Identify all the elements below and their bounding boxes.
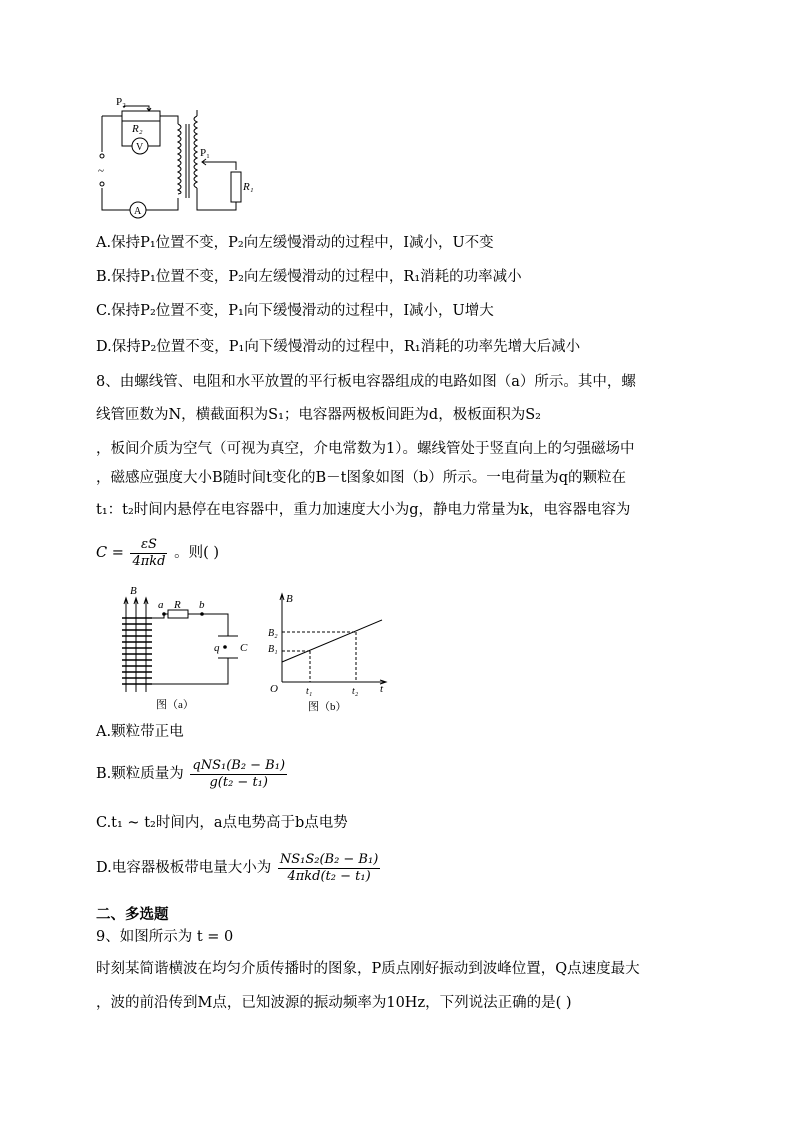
capacitance-lhs: C = <box>96 545 124 561</box>
r1-label: R₁ <box>243 181 254 193</box>
fig-a-q-label: q <box>214 642 220 654</box>
capacitance-numerator: εS <box>130 537 167 554</box>
q8-option-d-numerator: NS₁S₂(B₂ − B₁) <box>279 851 379 867</box>
p2-label: P₂ <box>116 96 126 108</box>
q7-option-b: B.保持P₁位置不变，P₂向左缓慢滑动的过程中，R₁消耗的功率减小 <box>96 269 522 285</box>
q8-option-b-numerator: qNS₁(B₂ − B₁) <box>192 757 286 773</box>
r2-label: R₂ <box>132 123 143 135</box>
q8-stem-line-3: ，板间介质为空气（可视为真空，介电常数为1）。螺线管处于竖直向上的匀强磁场中 <box>96 441 635 457</box>
q7-option-a: A.保持P₁位置不变，P₂向左缓慢滑动的过程中，I减小，U不变 <box>96 235 494 251</box>
q7-option-c: C.保持P₂位置不变，P₁向下缓慢滑动的过程中，I减小，U增大 <box>96 303 494 319</box>
fig-a-caption: 图（a） <box>156 699 194 711</box>
fig-a-r-label: R <box>174 599 181 611</box>
fig-b-b2-label: B₂ <box>268 628 278 639</box>
q9-stem-line-1: 9、如图所示为 t = 0 <box>96 929 234 945</box>
fig-b-b1-label: B₁ <box>268 644 278 655</box>
figure-a-solenoid-circuit <box>116 584 246 712</box>
ac-source-label: ~ <box>98 165 104 177</box>
q8-stem-line-4: ，磁感应强度大小B随时间t变化的B－t图象如图（b）所示。一电荷量为q的颗粒在 <box>96 470 627 486</box>
capacitance-tail: 。则( ) <box>174 545 220 561</box>
fig-b-caption: 图（b） <box>308 701 347 713</box>
q8-option-a: A.颗粒带正电 <box>96 724 184 740</box>
fig-b-t2-label: t₂ <box>352 686 359 697</box>
q8-option-b-denominator: g(t₂ − t₁) <box>209 774 268 790</box>
fig-b-origin-label: O <box>270 683 278 695</box>
figure-b-b-t-graph <box>266 590 394 714</box>
capacitance-fraction <box>130 537 167 570</box>
q9-stem-line-2: 时刻某简谐横波在均匀介质传播时的图象，P质点刚好振动到波峰位置，Q点速度最大 <box>96 961 640 977</box>
fig-a-a-label: a <box>158 599 164 611</box>
q8-option-d-fraction <box>278 852 380 885</box>
q8-option-c: C.t₁ ~ t₂时间内，a点电势高于b点电势 <box>96 815 348 831</box>
fig-a-b-label: B <box>130 585 137 597</box>
q8-option-d-text: D.电容器极板带电量大小为 <box>96 860 272 876</box>
q8-option-d-denominator: 4πkd(t₂ − t₁) <box>287 868 371 884</box>
q8-stem-line-1: 8、由螺线管、电阻和水平放置的平行板电容器组成的电路如图（a）所示。其中，螺 <box>96 374 636 390</box>
capacitance-denominator: 4πkd <box>132 553 166 569</box>
q7-option-d: D.保持P₂位置不变，P₁向下缓慢滑动的过程中，R₁消耗的功率先增大后减小 <box>96 339 581 355</box>
ammeter-label: A <box>134 206 142 217</box>
q8-stem-line-5: t₁：t₂时间内悬停在电容器中，重力加速度大小为g，静电力常量为k，电容器电容为 <box>96 502 631 518</box>
q8-option-b-fraction <box>190 758 287 791</box>
q8-option-b <box>96 754 289 794</box>
q8-stem-line-2: 线管匝数为N，横截面积为S₁；电容器两极板间距为d，极板面积为S₂ <box>96 407 541 423</box>
fig-a-bpoint-label: b <box>199 599 205 611</box>
fig-b-y-axis-label: B <box>286 593 293 605</box>
fig-b-t1-label: t₁ <box>306 686 313 697</box>
q8-capacitance-formula <box>96 536 219 570</box>
transformer-circuit-diagram <box>94 94 254 216</box>
q8-option-b-text: B.颗粒质量为 <box>96 766 184 782</box>
q8-option-d <box>96 848 382 888</box>
voltmeter-label: V <box>136 142 144 153</box>
q9-stem-line-3: ，波的前沿传到M点，已知波源的振动频率为10Hz，下列说法正确的是( ) <box>96 995 572 1011</box>
section-title-multiple-choice: 二、多选题 <box>96 907 169 923</box>
fig-b-x-axis-label: t <box>380 683 384 695</box>
fig-a-c-label: C <box>240 642 248 654</box>
p1-label: P₁ <box>200 147 210 159</box>
